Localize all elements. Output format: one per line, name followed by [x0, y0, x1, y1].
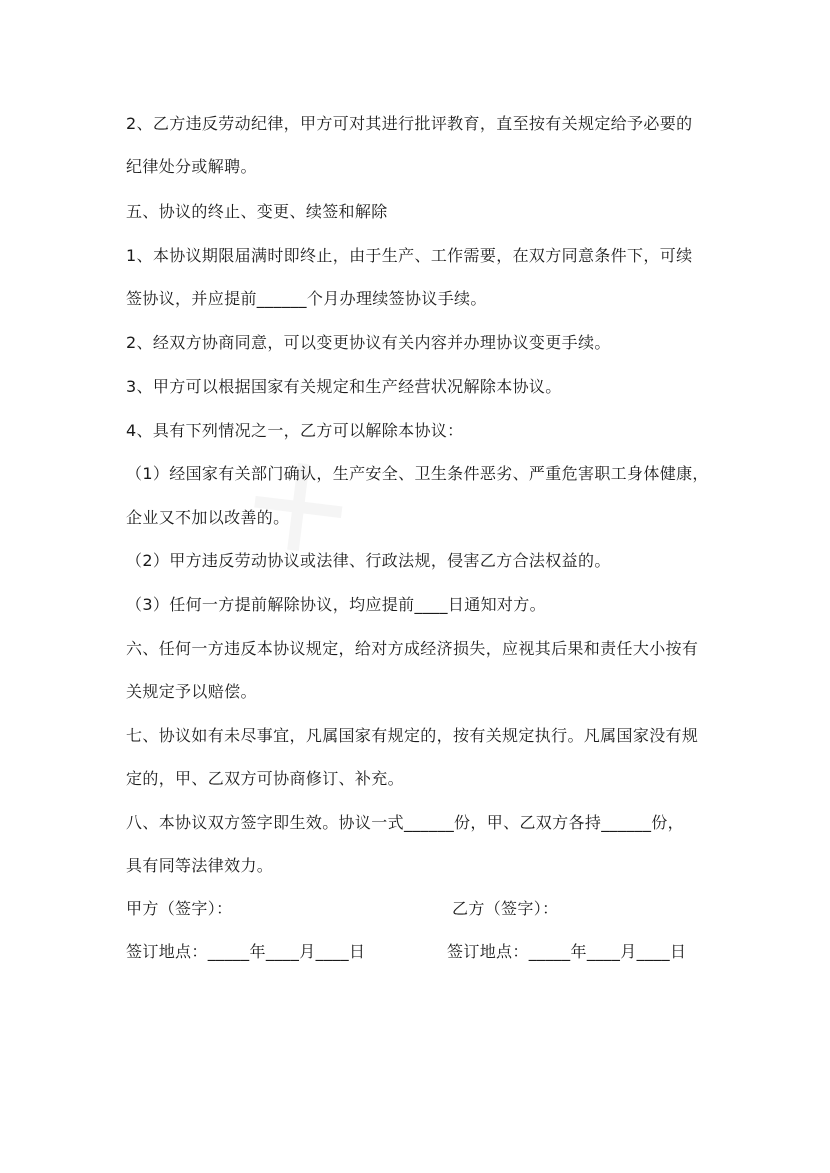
paragraph-line: 2、乙方违反劳动纪律，甲方可对其进行批评教育，直至按有关规定给予必要的	[126, 114, 693, 133]
party-a-place-date: 签订地点：_____年____月____日	[126, 942, 366, 961]
paragraph-line: 3、甲方可以根据国家有关规定和生产经营状况解除本协议。	[126, 377, 562, 396]
paragraph-line: 1、本协议期限届满时即终止，由于生产、工作需要，在双方同意条件下，可续	[126, 246, 693, 265]
paragraph-line: （3）任何一方提前解除协议，均应提前____日通知对方。	[126, 595, 546, 614]
paragraph-line: 4、具有下列情况之一，乙方可以解除本协议：	[126, 421, 464, 440]
paragraph-line: 定的，甲、乙双方可协商修订、补充。	[126, 769, 404, 788]
paragraph-line: 签协议，并应提前______个月办理续签协议手续。	[126, 289, 487, 308]
section-heading: 五、协议的终止、变更、续签和解除	[126, 202, 388, 221]
section-heading: 七、协议如有未尽事宜，凡属国家有规定的，按有关规定执行。凡属国家没有规	[126, 726, 699, 745]
section-heading: 六、任何一方违反本协议规定，给对方成经济损失，应视其后果和责任大小按有	[126, 639, 699, 658]
party-b-signature: 乙方（签字）：	[452, 899, 559, 918]
paragraph-line: 企业又不加以改善的。	[126, 508, 290, 527]
section-heading: 八、本协议双方签字即生效。协议一式______份，甲、乙双方各持______份，	[126, 813, 685, 832]
party-b-place-date: 签订地点：_____年____月____日	[447, 942, 687, 961]
paragraph-line: 2、经双方协商同意，可以变更协议有关内容并办理协议变更手续。	[126, 333, 611, 352]
paragraph-line: 纪律处分或解聘。	[126, 157, 257, 176]
paragraph-line: 关规定予以赔偿。	[126, 682, 257, 701]
paragraph-line: 具有同等法律效力。	[126, 856, 274, 875]
party-a-signature: 甲方（签字）：	[126, 899, 233, 918]
paragraph-line: （2）甲方违反劳动协议或法律、行政法规，侵害乙方合法权益的。	[126, 551, 611, 570]
paragraph-line: （1）经国家有关部门确认，生产安全、卫生条件恶劣、严重危害职工身体健康，	[126, 464, 709, 483]
